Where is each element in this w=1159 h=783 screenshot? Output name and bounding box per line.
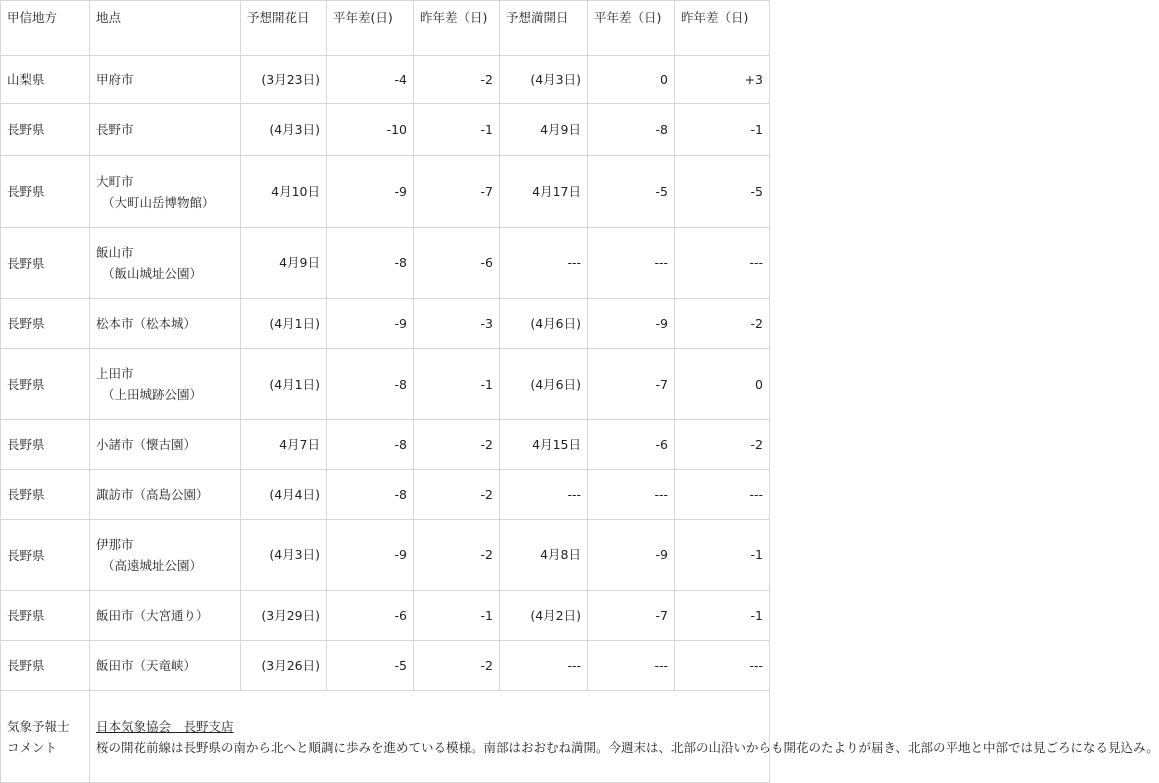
cell-full-lastyear-diff: 0	[675, 349, 770, 420]
cell-location	[90, 470, 241, 520]
table-row	[1, 591, 770, 641]
cell-full-lastyear-diff: -1	[675, 520, 770, 591]
cell-region: 長野県	[1, 156, 90, 228]
cell-full-lastyear-diff: +3	[675, 56, 770, 104]
header-full-lastyear-diff: 昨年差（日)	[675, 1, 770, 56]
cell-bloom-normal-diff: -6	[327, 591, 414, 641]
table-row	[1, 349, 770, 420]
location-name: 飯山市	[96, 245, 134, 260]
header-region: 甲信地方	[1, 1, 90, 56]
cell-full-lastyear-diff: -2	[675, 420, 770, 470]
cell-location	[90, 104, 241, 156]
cell-region: 長野県	[1, 349, 90, 420]
cell-full-normal-diff: ---	[588, 641, 675, 691]
cell-bloom-lastyear-diff: -2	[414, 420, 500, 470]
location-name: 大町市	[96, 173, 134, 189]
cell-bloom-normal-diff: -8	[327, 420, 414, 470]
cell-full-normal-diff: -9	[588, 299, 675, 349]
cell-full-date: 4月8日	[500, 520, 588, 591]
cell-location	[90, 520, 241, 591]
cell-bloom-normal-diff: -9	[327, 299, 414, 349]
table-row	[1, 299, 770, 349]
cell-full-lastyear-diff: ---	[675, 228, 770, 299]
location-name: 松本市（松本城）	[96, 316, 197, 331]
cell-bloom-normal-diff: -9	[327, 156, 414, 228]
table-row	[1, 641, 770, 691]
cell-bloom-normal-diff: -4	[327, 56, 414, 104]
cell-bloom-lastyear-diff: -2	[414, 520, 500, 591]
cell-bloom-date: 4月9日	[241, 228, 327, 299]
location-name: 諏訪市（高島公園）	[96, 487, 209, 502]
cell-location	[90, 591, 241, 641]
cell-full-normal-diff: -8	[588, 104, 675, 156]
header-bloom-date: 予想開花日	[241, 1, 327, 56]
cell-full-lastyear-diff: ---	[675, 470, 770, 520]
cell-region: 長野県	[1, 104, 90, 156]
cell-bloom-normal-diff: -8	[327, 349, 414, 420]
cell-region: 長野県	[1, 420, 90, 470]
cell-bloom-date: (3月26日)	[241, 641, 327, 691]
location-subname: （飯山城址公園）	[102, 266, 203, 281]
cell-bloom-normal-diff: -8	[327, 470, 414, 520]
location-subname: （高遠城址公園）	[102, 558, 203, 573]
table-row	[1, 104, 770, 156]
table-row	[1, 228, 770, 299]
comment-text: 桜の開花前線は長野県の南から北へと順調に歩みを進めている模様。南部はおおむね満開。今週末は、北部の山沿いからも開花のたよりが届き、北部の平地と中部では見ごろになる見込み。	[96, 739, 1159, 755]
cell-full-lastyear-diff: -2	[675, 299, 770, 349]
location-name: 飯田市（天竜峡）	[96, 658, 197, 673]
comment-label-line1: 気象予報士	[7, 718, 70, 734]
comment-author-link[interactable]: 日本気象協会 長野支店	[96, 718, 234, 734]
cell-region: 長野県	[1, 591, 90, 641]
cell-bloom-lastyear-diff: -1	[414, 349, 500, 420]
cell-full-date: ---	[500, 228, 588, 299]
cell-bloom-date: 4月10日	[241, 156, 327, 228]
cell-bloom-date: (3月23日)	[241, 56, 327, 104]
cell-location	[90, 228, 241, 299]
cell-region: 長野県	[1, 641, 90, 691]
cell-location	[90, 156, 241, 228]
cell-bloom-date: (4月1日)	[241, 349, 327, 420]
cell-full-lastyear-diff: -1	[675, 591, 770, 641]
location-subname: （大町山岳博物館）	[102, 194, 215, 210]
cell-full-normal-diff: ---	[588, 228, 675, 299]
comment-label-line2: コメント	[7, 739, 58, 755]
cell-bloom-lastyear-diff: -6	[414, 228, 500, 299]
cell-full-normal-diff: -7	[588, 349, 675, 420]
cell-full-date: (4月6日)	[500, 349, 588, 420]
cell-bloom-date: 4月7日	[241, 420, 327, 470]
cell-full-normal-diff: -6	[588, 420, 675, 470]
cell-bloom-date: (3月29日)	[241, 591, 327, 641]
location-name: 長野市	[96, 122, 134, 137]
cell-full-date: ---	[500, 641, 588, 691]
comment-label-cell	[1, 691, 90, 783]
cell-full-date: 4月9日	[500, 104, 588, 156]
cell-bloom-lastyear-diff: -2	[414, 641, 500, 691]
cell-bloom-normal-diff: -10	[327, 104, 414, 156]
cell-bloom-normal-diff: -9	[327, 520, 414, 591]
location-name: 伊那市	[96, 537, 134, 552]
cell-full-date: (4月2日)	[500, 591, 588, 641]
cell-bloom-date: (4月3日)	[241, 520, 327, 591]
cell-bloom-lastyear-diff: -1	[414, 104, 500, 156]
cell-bloom-lastyear-diff: -1	[414, 591, 500, 641]
cell-full-normal-diff: 0	[588, 56, 675, 104]
cell-full-date: (4月3日)	[500, 56, 588, 104]
cell-region: 長野県	[1, 470, 90, 520]
table-row	[1, 470, 770, 520]
table-row	[1, 420, 770, 470]
cell-bloom-date: (4月4日)	[241, 470, 327, 520]
cell-full-date: 4月15日	[500, 420, 588, 470]
header-bloom-normal-diff: 平年差(日)	[327, 1, 414, 56]
cell-full-date: ---	[500, 470, 588, 520]
cell-full-normal-diff: -9	[588, 520, 675, 591]
cell-location	[90, 349, 241, 420]
cell-full-lastyear-diff: -1	[675, 104, 770, 156]
location-name: 小諸市（懐古園）	[96, 437, 197, 452]
cell-full-normal-diff: -5	[588, 156, 675, 228]
cell-full-lastyear-diff: ---	[675, 641, 770, 691]
comment-row	[1, 691, 770, 783]
cell-bloom-lastyear-diff: -2	[414, 470, 500, 520]
cell-full-normal-diff: ---	[588, 470, 675, 520]
cell-location	[90, 56, 241, 104]
table-row	[1, 156, 770, 228]
cell-bloom-normal-diff: -8	[327, 228, 414, 299]
location-name: 甲府市	[96, 72, 134, 87]
location-subname: （上田城跡公園）	[102, 387, 203, 402]
header-row	[1, 1, 770, 56]
cell-region: 長野県	[1, 228, 90, 299]
cell-location	[90, 420, 241, 470]
header-full-normal-diff: 平年差（日)	[588, 1, 675, 56]
header-bloom-lastyear-diff: 昨年差（日)	[414, 1, 500, 56]
cell-location	[90, 641, 241, 691]
cell-full-lastyear-diff: -5	[675, 156, 770, 228]
header-full-date: 予想満開日	[500, 1, 588, 56]
cell-bloom-lastyear-diff: -7	[414, 156, 500, 228]
table-row	[1, 56, 770, 104]
cell-location	[90, 299, 241, 349]
comment-body-cell	[90, 691, 1159, 783]
cell-full-normal-diff: -7	[588, 591, 675, 641]
cell-bloom-lastyear-diff: -3	[414, 299, 500, 349]
cell-full-date: (4月6日)	[500, 299, 588, 349]
table-row	[1, 520, 770, 591]
cell-bloom-lastyear-diff: -2	[414, 56, 500, 104]
cell-region: 長野県	[1, 520, 90, 591]
header-location: 地点	[90, 1, 241, 56]
location-name: 飯田市（大宮通り）	[96, 608, 209, 623]
cell-region: 山梨県	[1, 56, 90, 104]
cell-bloom-normal-diff: -5	[327, 641, 414, 691]
location-name: 上田市	[96, 366, 134, 381]
cell-region: 長野県	[1, 299, 90, 349]
cell-bloom-date: (4月1日)	[241, 299, 327, 349]
cell-bloom-date: (4月3日)	[241, 104, 327, 156]
cell-full-date: 4月17日	[500, 156, 588, 228]
